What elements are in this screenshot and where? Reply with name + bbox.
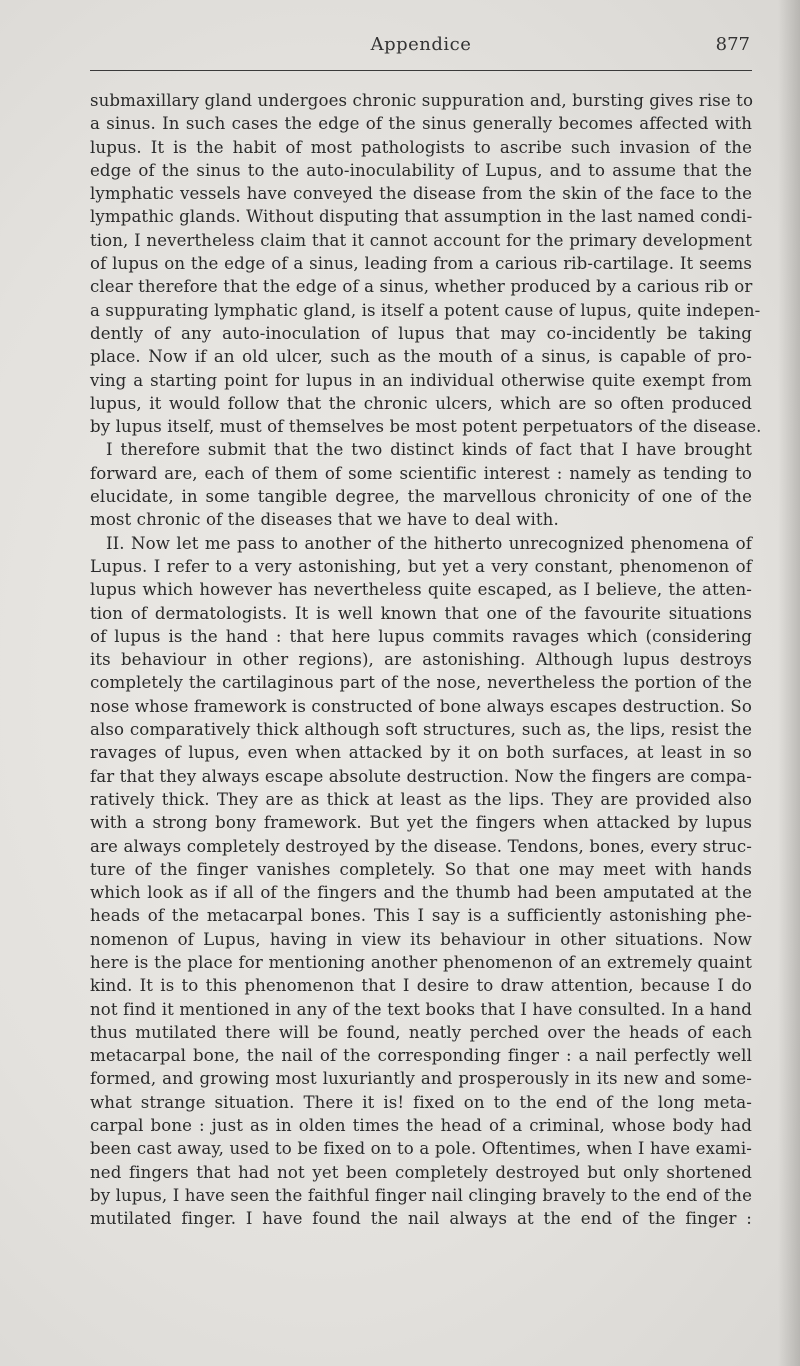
text-line: lupus. It is the habit of most pathologists to ascribe such invasion of the — [90, 137, 752, 157]
text-line: are always completely destroyed by the disease. Tendons, bones, every struc- — [90, 836, 752, 856]
text-line: submaxillary gland undergoes chronic suppuration and, bursting gives rise to — [90, 91, 754, 110]
text-line: dently of any auto-inoculation of lupus that may co-incidently be taking — [90, 323, 752, 343]
text-line: lymphatic vessels have conveyed the disease from the skin of the face to the — [90, 184, 752, 204]
text-line: its behaviour in other regions), are astonishing. Although lupus destroys — [90, 650, 752, 670]
text-line: formed, and growing most luxuriantly and prosperously in its new and some- — [90, 1069, 752, 1089]
text-line: of lupus on the edge of a sinus, leading from a carious rib-cartilage. It seems — [90, 254, 752, 274]
text-line: I therefore submit that the two distinct kinds of fact that I have brought — [106, 440, 752, 460]
text-line: metacarpal bone, the nail of the corresponding finger : a nail perfectly well — [90, 1046, 752, 1066]
text-line: carpal bone : just as in olden times the head of a criminal, whose body had — [90, 1116, 752, 1136]
text-line: thus mutilated there will be found, neatly perched over the heads of each — [90, 1022, 752, 1042]
text-line: a suppurating lymphatic gland, is itself a potent cause of lupus, quite indepen- — [90, 300, 761, 320]
text-line: what strange situation. There it is! fixed on to the end of the long meta- — [90, 1092, 752, 1112]
text-line: a sinus. In such cases the edge of the sinus generally becomes affected with — [90, 114, 752, 134]
text-line: II. Now let me pass to another of the hitherto unrecognized phenomena of — [106, 533, 752, 553]
page-edge-shadow — [778, 0, 800, 1366]
text-line: ving a starting point for lupus in an individual otherwise quite exempt from — [90, 370, 752, 390]
text-line: far that they always escape absolute destruction. Now the fingers are compa- — [90, 766, 752, 786]
text-line: completely the cartilaginous part of the nose, nevertheless the portion of the — [90, 673, 752, 693]
text-line: not find it mentioned in any of the text books that I have consulted. In a hand — [90, 999, 752, 1019]
text-line — [90, 1231, 752, 1254]
header-rule — [90, 70, 752, 71]
text-line: lupus which however has nevertheless quite escaped, as I believe, the atten- — [90, 580, 752, 600]
text-line: most chronic of the diseases that we have to deal with. — [90, 510, 559, 530]
text-line: also comparatively thick although soft structures, such as, the lips, resist the — [90, 720, 752, 740]
text-line: mutilated finger. I have found the nail always at the end of the finger : — [90, 1209, 752, 1229]
text-line: elucidate, in some tangible degree, the marvellous chronicity of one of the — [90, 487, 752, 507]
page-number: 877 — [715, 34, 750, 55]
page-header — [90, 34, 752, 62]
body-text — [90, 89, 762, 1254]
text-line: nose whose framework is constructed of bone always escapes destruction. So — [90, 696, 752, 716]
text-line: ravages of lupus, even when attacked by it on both surfaces, at least in so — [90, 743, 752, 763]
text-line: place. Now if an old ulcer, such as the mouth of a sinus, is capable of pro- — [90, 347, 752, 367]
text-line: ture of the finger vanishes completely. So that one may meet with hands — [90, 859, 752, 879]
text-line: lympathic glands. Without disputing that assumption in the last named condi- — [90, 207, 753, 227]
text-line: kind. It is to this phenomenon that I desire to draw attention, because I do — [90, 976, 752, 996]
text-line: nomenon of Lupus, having in view its behaviour in other situations. Now — [90, 929, 752, 949]
text-line: ratively thick. They are as thick at least as the lips. They are provided also — [90, 789, 752, 809]
text-line: ned fingers that had not yet been completely destroyed but only shortened — [90, 1162, 752, 1182]
text-line: here is the place for mentioning another phenomenon of an extremely quaint — [90, 952, 752, 972]
text-line: Lupus. I refer to a very astonishing, but yet a very constant, phenomenon of — [90, 556, 752, 576]
text-line: by lupus, I have seen the faithful finger nail clinging bravely to the end of the — [90, 1185, 752, 1205]
running-title: Appendice — [370, 34, 472, 55]
text-line: tion, I nevertheless claim that it cannot account for the primary development — [90, 230, 752, 250]
text-line: heads of the metacarpal bones. This I say is a sufficiently astonishing phe- — [90, 906, 752, 926]
text-line: which look as if all of the fingers and the thumb had been amputated at the — [90, 883, 752, 903]
text-line: with a strong bony framework. But yet the fingers when attacked by lupus — [90, 813, 752, 833]
text-line: forward are, each of them of some scientific interest : namely as tending to — [90, 463, 752, 483]
text-line: tion of dermatologists. It is well known that one of the favourite situations — [90, 603, 752, 623]
text-line: clear therefore that the edge of a sinus, whether produced by a carious rib or — [90, 277, 753, 297]
text-line: by lupus itself, must of themselves be most potent perpetuators of the disease. — [90, 417, 762, 437]
text-line: of lupus is the hand : that here lupus commits ravages which (considering — [90, 626, 752, 646]
text-line: edge of the sinus to the auto-inoculability of Lupus, and to assume that the — [90, 160, 752, 180]
text-line: been cast away, used to be fixed on to a pole. Oftentimes, when I have exami- — [90, 1139, 752, 1159]
text-line: lupus, it would follow that the chronic ulcers, which are so often produced — [90, 393, 752, 413]
